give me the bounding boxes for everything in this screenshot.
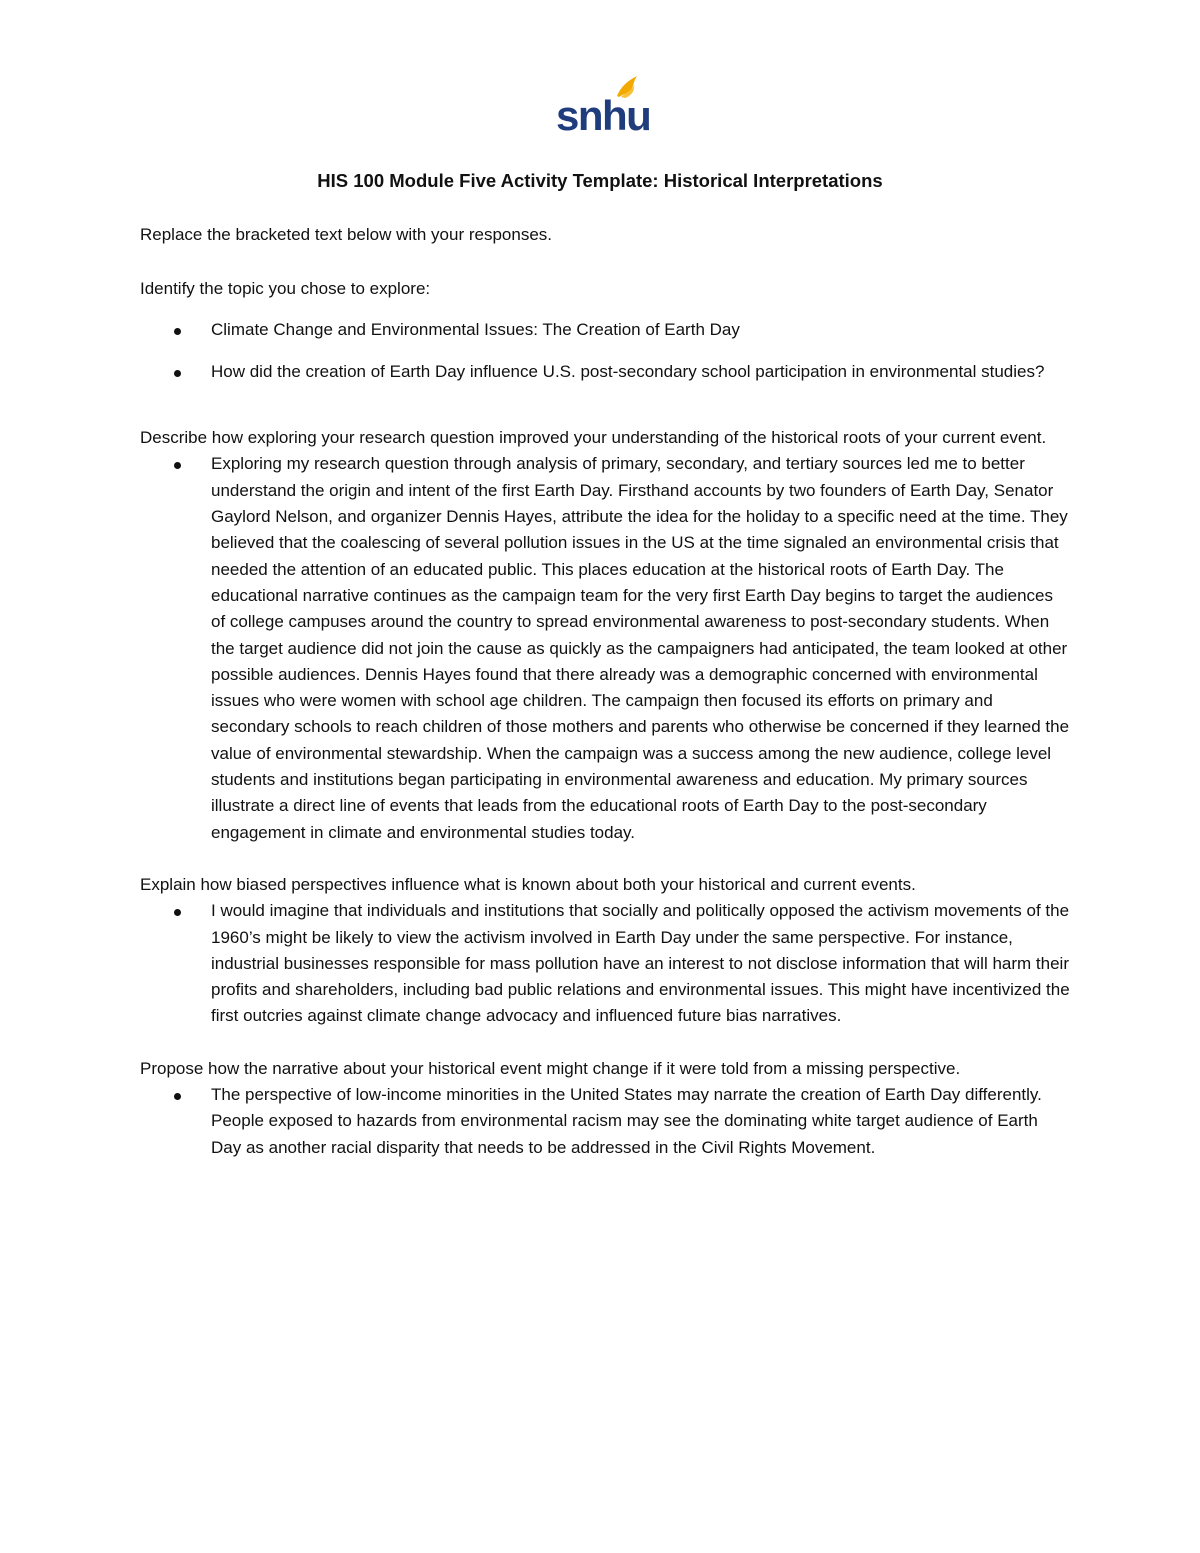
topic-bullet-text: Climate Change and Environmental Issues: The Creation of Earth Day <box>211 319 740 339</box>
instructions: Replace the bracketed text below with your responses. <box>140 225 553 244</box>
bullet-icon <box>174 462 181 469</box>
section-historical-roots <box>140 425 1070 846</box>
section-prompt: Propose how the narrative about your historical event might change if it were told from a missing perspective. <box>140 1058 961 1078</box>
logo-wordmark: snhu <box>556 92 651 134</box>
answer-list <box>140 451 1070 845</box>
bullet-icon <box>174 909 181 916</box>
answer-text: I would imagine that individuals and institutions that socially and politically opposed the activism movements of the 1960’s might be likely to view the activism involved in Earth Day under the same perspective. For instance, industrial businesses responsible for mass pollution have an interest to not disclose information that will harm their profits and shareholders, including bad public relations and environmental issues. This might have incentivized the first outcries against climate change advocacy and influenced future bias narratives. <box>211 901 1070 1026</box>
answer-text: The perspective of low-income minorities in the United States may narrate the creation of Earth Day differently. People exposed to hazards from environmental racism may see the dominating white target audience of Earth Day as another racial disparity that needs to be addressed in the Civil Rights Movement. <box>211 1085 1042 1157</box>
section-missing-perspective <box>140 1056 1070 1161</box>
topic-bullet-text: How did the creation of Earth Day influence U.S. post-secondary school participation in environmental studies? <box>211 361 1045 381</box>
bullet-icon <box>174 1093 181 1100</box>
bullet-icon <box>174 328 181 335</box>
answer-list <box>140 1082 1070 1161</box>
snhu-logo-graphic <box>555 72 655 134</box>
snhu-logo <box>555 72 655 134</box>
section-biased-perspectives <box>140 872 1070 1030</box>
list-item <box>140 317 1070 343</box>
section-prompt: Explain how biased perspectives influence what is known about both your historical and current events. <box>140 874 916 894</box>
list-item <box>140 451 1070 845</box>
list-item <box>140 1082 1070 1161</box>
page-title: HIS 100 Module Five Activity Template: Historical Interpretations <box>317 170 883 191</box>
document-body <box>140 222 1070 1187</box>
answer-text: Exploring my research question through analysis of primary, secondary, and tertiary sources led me to better understand the origin and intent of the first Earth Day. Firsthand accounts by two founders of Earth Day, Senator Gaylord Nelson, and organizer Dennis Hayes, attribute the idea for the holiday to a specific need at the time. They believed that the coalescing of several pollution issues in the US at the time signaled an environmental crisis that needed the attention of an educated public. This places education at the historical roots of Earth Day. The educational narrative continues as the campaign team for the very first Earth Day begins to target the audiences of college campuses around the country to spread environmental awareness to post-secondary students. When the target audience did not join the cause as quickly as the campaigners had anticipated, the team looked at other possible audiences. Dennis Hayes found that there already was a demographic concerned with environmental issues who were women with school age children. The campaign then focused its efforts on primary and secondary schools to reach children of those mothers and parents who otherwise be concerned if they learned the value of environmental stewardship. When the campaign was a success among the new audience, college level students and institutions began participating in environmental awareness and education. My primary sources illustrate a direct line of events that leads from the educational roots of Earth Day to the post-secondary engagement in climate and environmental studies today. <box>211 454 1070 842</box>
topic-prompt: Identify the topic you chose to explore: <box>140 279 431 299</box>
list-item <box>140 898 1070 1029</box>
section-prompt: Describe how exploring your research question improved your understanding of the historical roots of your current event. <box>140 428 1047 448</box>
answer-list <box>140 898 1070 1029</box>
bullet-icon <box>174 370 181 377</box>
list-item <box>140 359 1070 385</box>
topic-list <box>140 317 1070 386</box>
